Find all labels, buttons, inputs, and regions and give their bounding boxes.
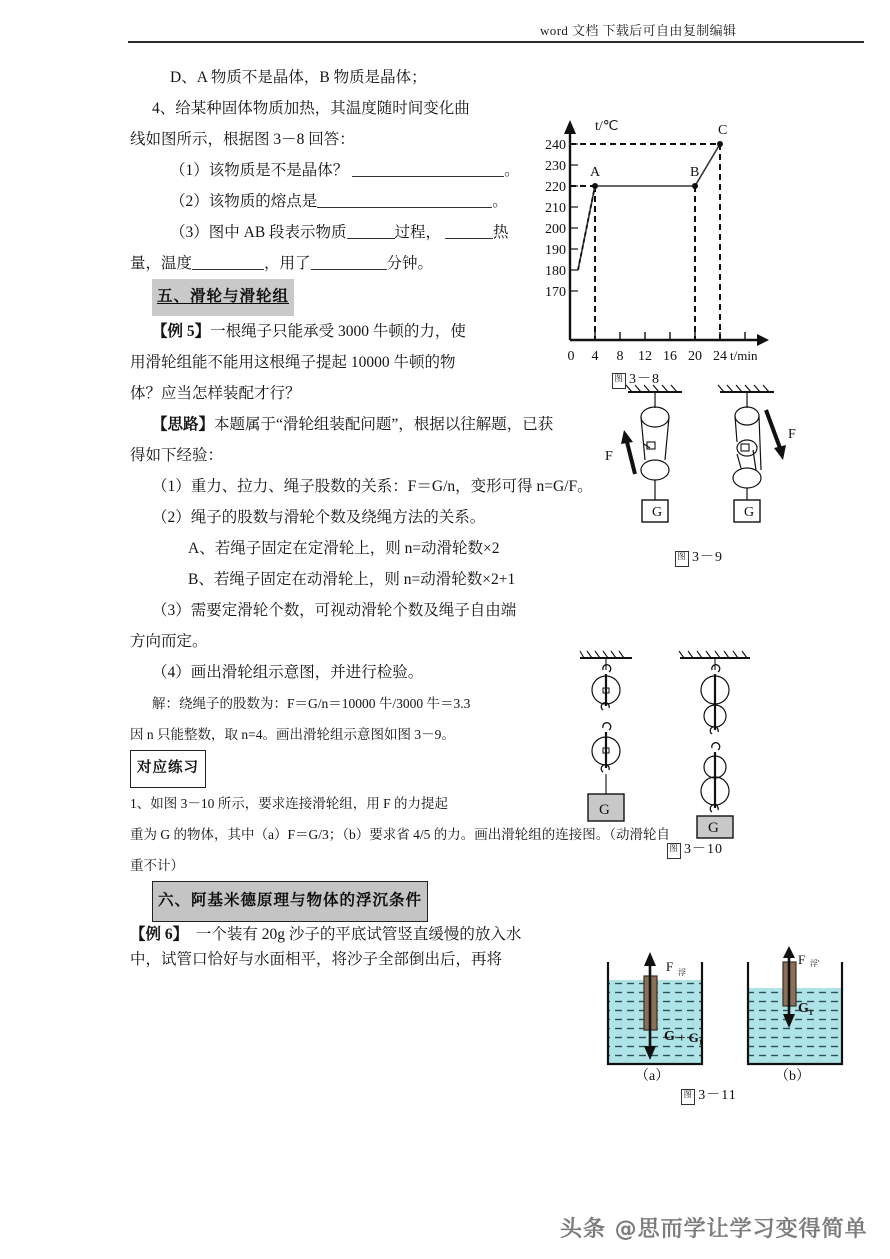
fig311-label-f-b: F [798, 952, 806, 967]
figure-3-8-caption-text: 3－8 [629, 372, 660, 387]
line-solution-2: 因 n 只能整数，取 n=4。画出滑轮组示意图如图 3－9。 [130, 727, 455, 742]
point-c [717, 141, 723, 147]
x-tick-labels [568, 349, 728, 364]
fig311-sublabel-b: （b） [775, 1069, 810, 1084]
line-q4-b: 线如图所示，根据图 3－8 回答： [130, 131, 355, 148]
beaker-a [608, 952, 702, 1064]
svg-text:8: 8 [616, 349, 624, 364]
y-tick-labels [545, 138, 566, 300]
hatch-left [626, 385, 677, 392]
arrow-up-b [783, 946, 795, 958]
pulley-system-right [718, 385, 774, 522]
q2-period: 。 [492, 193, 508, 210]
fig311-label-g-a-sub: + G₁ [678, 1030, 703, 1045]
svg-text:24: 24 [713, 349, 727, 364]
line-ex5-c: 体？应当怎样装配才行？ [130, 385, 301, 402]
fig310-label-g-right: G [708, 820, 719, 836]
q2-blank[interactable] [317, 207, 492, 208]
q3-text-f: 分钟。 [386, 255, 434, 272]
point-a [592, 183, 598, 189]
idea-text-1: 本题属于“滑轮组装配问题”，根据以往解题，已获 [214, 416, 554, 433]
pulley-system-left [626, 385, 682, 522]
section-5-heading-row [130, 279, 530, 316]
line-point-1: （1）重力、拉力、绳子股数的关系：F＝G/n，变形可得 n=G/F。 [152, 478, 593, 495]
buoyancy-diagram-3-11 [590, 952, 870, 1082]
q3-blank-1[interactable] [347, 238, 395, 239]
line-practice-1: 1、如图 3－10 所示，要求连接滑轮组，用 F 的力提起 [130, 796, 449, 811]
arrow-up-a [644, 952, 656, 966]
svg-text:170: 170 [545, 285, 566, 300]
figure-3-9 [600, 382, 850, 565]
fig311-label-f-b-sub: 浮' [810, 959, 820, 968]
line-point-2: （2）绳子的股数与滑轮个数及绕绳方法的关系。 [152, 509, 486, 526]
q3-text-d: 量，温度 [130, 255, 193, 272]
fig311-label-f-a: F [666, 959, 674, 974]
force-arrow-right [766, 410, 786, 460]
watermark: 头条 @思而学让学习变得简单 [560, 1217, 868, 1242]
pulley-diagram-3-9 [600, 382, 850, 542]
chart-series-line [578, 144, 720, 270]
q3-blank-3[interactable] [192, 269, 264, 270]
q3-text-a: （3）图中 AB 段表示物质 [170, 224, 347, 241]
fig39-label-g-right: G [744, 505, 755, 520]
figure-3-10-caption-text: 3－10 [684, 842, 723, 857]
header-rule [128, 41, 864, 43]
figure-3-11-caption-text: 3－11 [698, 1088, 737, 1103]
figure-label-box: 图 [667, 843, 681, 859]
beaker-b [748, 946, 842, 1064]
line-idea-a [130, 409, 554, 440]
ex5-text-1: 一根绳子只能承受 3000 牛顿的力，使 [210, 323, 466, 340]
figure-3-11 [590, 952, 870, 1107]
x-axis-title: t/min [730, 348, 758, 363]
practice-box-label: 对应练习 [130, 750, 206, 788]
line-q4-sub3-cont [130, 248, 530, 279]
figure-label-box: 图 [681, 1089, 695, 1105]
svg-text:180: 180 [545, 264, 566, 279]
y-axis-arrow [564, 120, 576, 134]
line-practice-2: 重为 G 的物体，其中（a）F＝G/3；（b）要求省 4/5 的力。画出滑轮组的连接图。（动滑轮自 [130, 827, 670, 842]
line-q4-sub1 [130, 155, 530, 186]
svg-text:240: 240 [545, 138, 566, 153]
line-point-4: （4）画出滑轮组示意图，并进行检验。 [152, 664, 424, 681]
svg-text:230: 230 [545, 159, 566, 174]
q1-text: （1）该物质是不是晶体？ [170, 162, 349, 179]
figure-3-11-caption [548, 1084, 870, 1105]
fig39-label-f-right: F [788, 427, 796, 442]
idea-label: 【思路】 [152, 416, 215, 433]
movable-pulley-left [641, 460, 669, 480]
svg-text:4: 4 [591, 349, 599, 364]
q3-text-c: 热 [492, 224, 509, 241]
fig311-label-f-a-sub: 浮 [678, 968, 686, 977]
svg-text:20: 20 [688, 349, 702, 364]
line-point-2b: B、若绳子固定在动滑轮上，则 n=动滑轮数×2+1 [188, 571, 516, 588]
line-ex5-b: 用滑轮组能不能用这根绳子提起 10000 牛顿的物 [130, 354, 456, 371]
pulley-diagram-3-10 [580, 648, 850, 838]
figure-label-box: 图 [675, 551, 689, 567]
label-a: A [590, 165, 601, 180]
q2-text: （2）该物质的熔点是 [170, 193, 318, 210]
fixed-pulley-left [641, 407, 669, 427]
q1-blank[interactable] [352, 176, 504, 177]
fig39-label-g-left: G [652, 505, 663, 520]
line-practice-3: 重不计） [130, 858, 184, 873]
fig311-label-g-b: G₁ [798, 1001, 814, 1016]
hatch-a [580, 651, 624, 658]
fixed-pulley-right [735, 407, 759, 425]
line-point-3: （3）需要定滑轮个数，可视动滑轮个数及绳子自由端 [152, 602, 517, 619]
label-c: C [718, 123, 728, 138]
q3-text-b: 过程， [394, 224, 442, 241]
svg-text:0: 0 [567, 349, 575, 364]
svg-text:16: 16 [663, 349, 677, 364]
line-q4-sub3 [130, 217, 530, 248]
svg-text:210: 210 [545, 201, 566, 216]
x-axis-arrow [757, 334, 769, 346]
svg-text:220: 220 [545, 180, 566, 195]
line-ex6-a [130, 922, 530, 947]
line-solution-1: 解：绕绳子的股数为：F＝G/n＝10000 牛/3000 牛＝3.3 [152, 696, 471, 711]
figure-3-9-caption [548, 546, 850, 567]
section-6-heading: 六、阿基米德原理与物体的浮沉条件 [152, 881, 428, 922]
line-option-d: D、A 物质不是晶体，B 物质是晶体； [170, 69, 427, 86]
y-ticks [570, 144, 578, 291]
figure-3-8 [525, 112, 775, 387]
hatch-b [679, 651, 747, 658]
line-point-2a: A、若绳子固定在定滑轮上，则 n=动滑轮数×2 [188, 540, 500, 557]
fig310-label-g-left: G [599, 802, 610, 818]
line-idea-b: 得如下经验： [130, 447, 224, 464]
figure-3-9-caption-text: 3－9 [692, 550, 723, 565]
line-point-3-cont: 方向而定。 [130, 633, 208, 650]
line-ex6-b: 中，试管口恰好与水面相平，将沙子全部倒出后，再将 [130, 951, 503, 968]
ex6-label: 【例 6】 [130, 926, 189, 943]
point-b [692, 183, 698, 189]
svg-text:200: 200 [545, 222, 566, 237]
svg-text:12: 12 [638, 349, 652, 364]
practice-box-row [130, 750, 530, 788]
q3-blank-4[interactable] [311, 269, 387, 270]
fig311-sublabel-a: （a） [635, 1069, 670, 1084]
q1-period: 。 [504, 162, 520, 179]
hatch-right [718, 385, 769, 392]
line-q4-sub2 [130, 186, 530, 217]
chart-3-8 [525, 112, 775, 364]
movable-pulley-right [733, 468, 761, 488]
fig311-label-g-a: G [664, 1029, 675, 1044]
label-b: B [690, 165, 700, 180]
ex5-label: 【例 5】 [152, 323, 211, 340]
force-arrow-left [621, 430, 635, 474]
svg-text:190: 190 [545, 243, 566, 258]
figure-label-box: 图 [612, 373, 626, 389]
figure-3-10 [580, 648, 850, 863]
section-6-heading-row [130, 881, 530, 922]
x-ticks [595, 332, 745, 340]
page-header-text: word 文档 下载后可自由复制编辑 [540, 23, 737, 38]
section-5-heading: 五、滑轮与滑轮组 [152, 279, 294, 316]
pulley-set-b [679, 651, 750, 838]
ex6-text-1: 一个装有 20g 沙子的平底试管竖直缓慢的放入水 [195, 926, 522, 943]
figure-3-10-caption [540, 838, 850, 859]
line-q4-a: 4、给某种固体物质加热，其温度随时间变化曲 [152, 100, 470, 117]
q3-text-e: ，用了 [264, 255, 311, 272]
line-ex5-a [130, 316, 530, 347]
q3-blank-2[interactable] [445, 238, 493, 239]
pulley-set-a [580, 651, 632, 821]
fig39-label-f-left: F [605, 449, 613, 464]
y-axis-title: t/℃ [595, 119, 619, 134]
